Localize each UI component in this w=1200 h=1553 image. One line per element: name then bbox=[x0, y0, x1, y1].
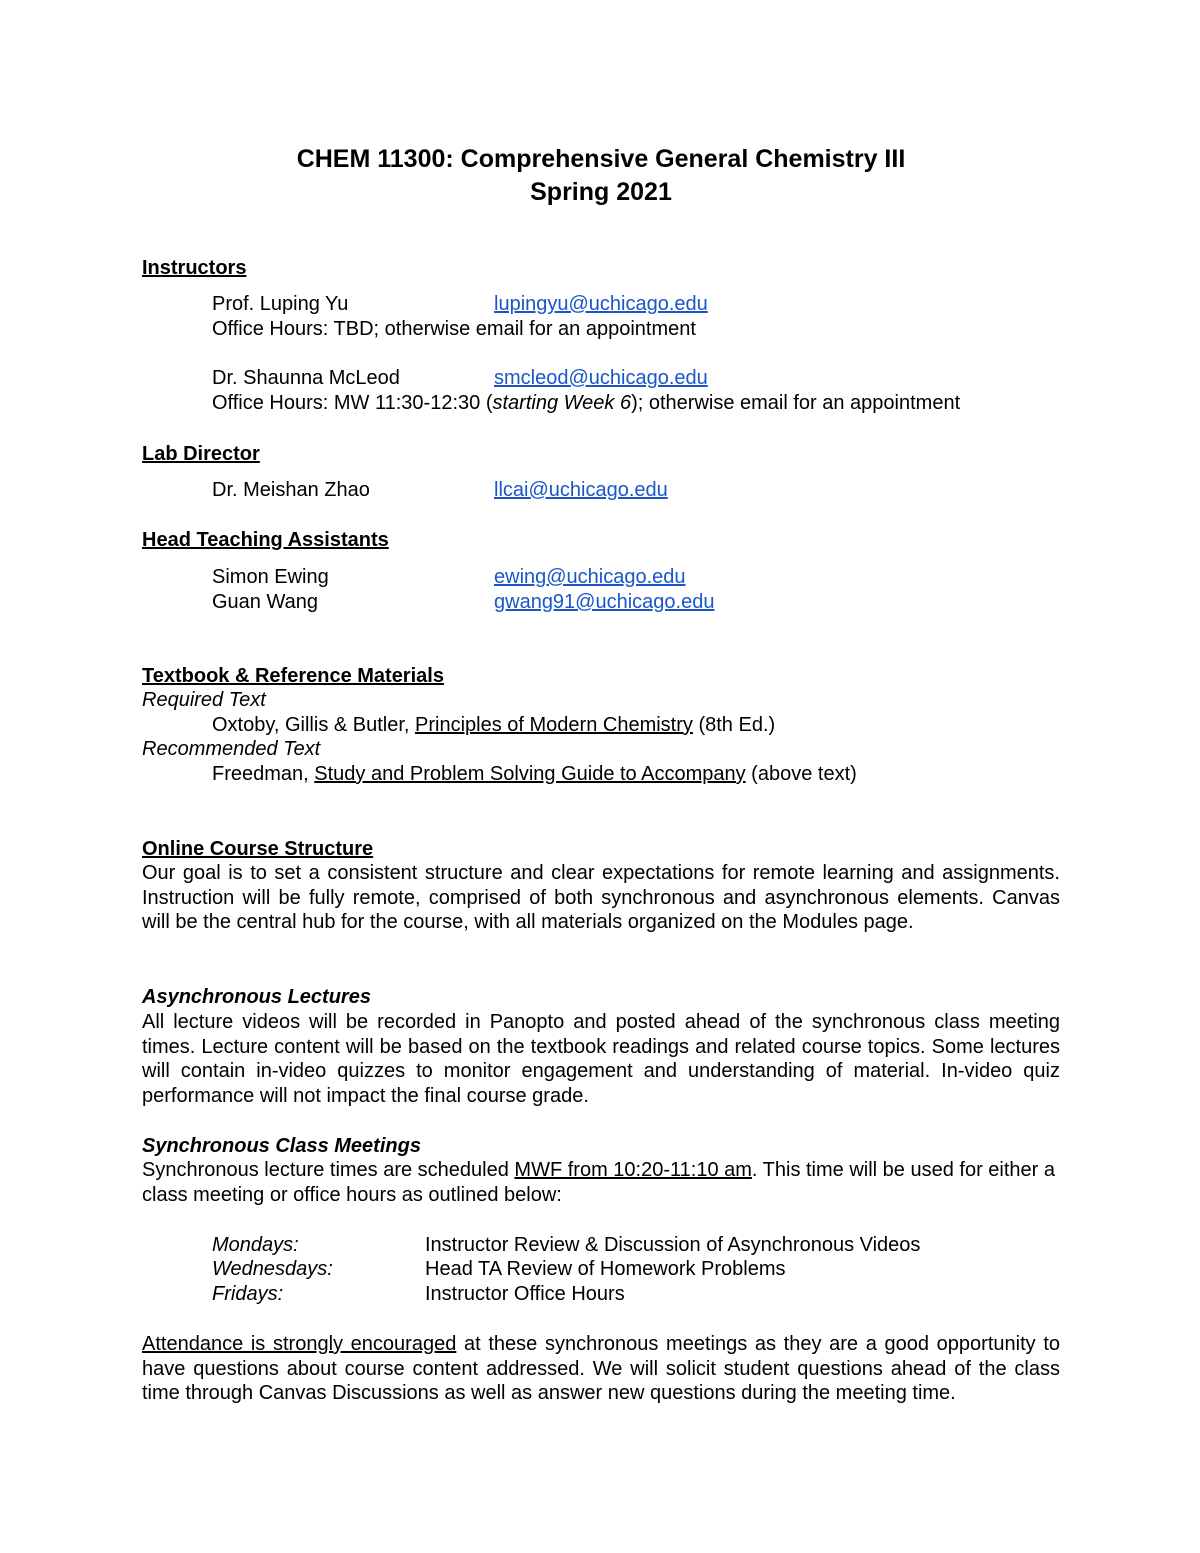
ta-name: Simon Ewing bbox=[212, 566, 329, 588]
online-structure-heading: Online Course Structure bbox=[142, 838, 374, 860]
office-hours-start-note: starting Week 6 bbox=[492, 392, 632, 414]
citation-title: Study and Problem Solving Guide to Accompany bbox=[314, 763, 746, 785]
sync-time: MWF from 10:20-11:10 am bbox=[514, 1159, 752, 1181]
office-hours-text: ); otherwise email for an appointment bbox=[631, 392, 961, 414]
instructor-name: Dr. Shaunna McLeod bbox=[212, 367, 400, 389]
instructors-heading: Instructors bbox=[142, 257, 247, 279]
citation-edition: (8th Ed.) bbox=[692, 714, 776, 736]
recommended-text-label: Recommended Text bbox=[142, 738, 321, 760]
async-lectures-heading: Asynchronous Lectures bbox=[142, 986, 371, 1008]
schedule-day: Mondays: bbox=[212, 1234, 299, 1256]
sync-text: Synchronous lecture times are scheduled bbox=[142, 1159, 515, 1181]
attendance-paragraph bbox=[142, 1332, 1060, 1406]
ta-email-link[interactable]: gwang91@uchicago.edu bbox=[494, 591, 715, 613]
citation-authors: Freedman, bbox=[212, 763, 315, 785]
schedule-activity: Instructor Review & Discussion of Asynchronous Videos bbox=[425, 1234, 921, 1256]
instructor-email-link[interactable]: smcleod@uchicago.edu bbox=[494, 367, 708, 389]
schedule-day: Wednesdays: bbox=[212, 1258, 333, 1280]
async-lectures-paragraph: All lecture videos will be recorded in Panopto and posted ahead of the synchronous class meeting times. Lecture content will be based on the textbook readings and related course topics. Some lectures will contain in-video quizzes to monitor engagement and understanding of material. In-video quiz performance will not impact the final course grade. bbox=[142, 1011, 1060, 1107]
lab-director-name: Dr. Meishan Zhao bbox=[212, 479, 370, 501]
citation-note: (above text) bbox=[745, 763, 857, 785]
lab-director-email-link[interactable]: llcai@uchicago.edu bbox=[494, 479, 668, 501]
sync-meetings-heading: Synchronous Class Meetings bbox=[142, 1135, 421, 1157]
office-hours-text: Office Hours: MW 11:30-12:30 ( bbox=[212, 392, 493, 414]
required-text-citation bbox=[212, 713, 775, 737]
head-tas-heading: Head Teaching Assistants bbox=[142, 529, 389, 551]
instructor-office-hours bbox=[212, 391, 960, 415]
sync-meetings-paragraph bbox=[142, 1158, 1060, 1207]
ta-name: Guan Wang bbox=[212, 591, 318, 613]
citation-authors: Oxtoby, Gillis & Butler, bbox=[212, 714, 416, 736]
textbook-heading: Textbook & Reference Materials bbox=[142, 665, 444, 687]
citation-title: Principles of Modern Chemistry bbox=[415, 714, 693, 736]
course-title: CHEM 11300: Comprehensive General Chemistry III bbox=[296, 145, 906, 173]
attendance-emphasis: Attendance is strongly encouraged bbox=[142, 1333, 457, 1355]
lab-director-heading: Lab Director bbox=[142, 443, 260, 465]
instructor-email-link[interactable]: lupingyu@uchicago.edu bbox=[494, 293, 708, 315]
sync-text: . This time will be used for either a class meeting or office hours as outlined below: bbox=[142, 1159, 1056, 1206]
schedule-activity: Head TA Review of Homework Problems bbox=[425, 1258, 786, 1280]
schedule-activity: Instructor Office Hours bbox=[425, 1283, 625, 1305]
ta-email-link[interactable]: ewing@uchicago.edu bbox=[494, 566, 686, 588]
schedule-day: Fridays: bbox=[212, 1283, 284, 1305]
recommended-text-citation bbox=[212, 762, 857, 786]
instructor-office-hours: Office Hours: TBD; otherwise email for an appointment bbox=[212, 318, 696, 340]
instructor-name: Prof. Luping Yu bbox=[212, 293, 349, 315]
course-term: Spring 2021 bbox=[530, 178, 672, 206]
online-structure-paragraph: Our goal is to set a consistent structure and clear expectations for remote learning and assignments. Instruction will be fully remote, comprised of both synchronous and asynchronous elements. Canvas will be the central hub for the course, with all materials organized on the Modules page. bbox=[142, 862, 1060, 933]
required-text-label: Required Text bbox=[142, 689, 266, 711]
attendance-text: at these synchronous meetings as they are a good opportunity to have questions about course content addressed. We will solicit student questions ahead of the class time through Canvas Discussions as well as answer new questions during the meeting time. bbox=[142, 1333, 1060, 1404]
